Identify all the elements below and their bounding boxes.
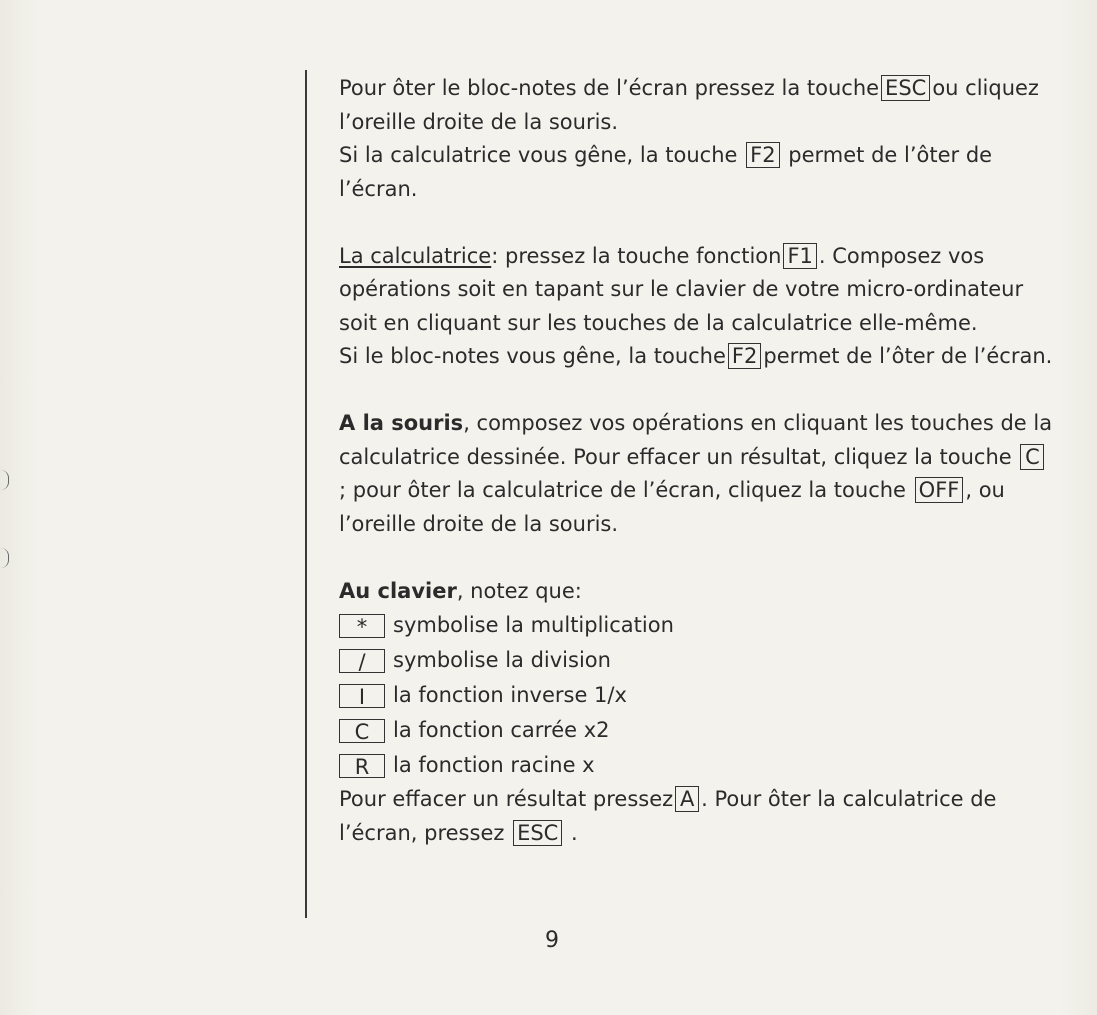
- key-f2: F2: [746, 142, 779, 168]
- key-a: A: [675, 786, 699, 812]
- list-item: / symbolise la division: [339, 643, 1057, 678]
- key-square: C: [339, 719, 385, 743]
- binding-hole-mark: [0, 470, 9, 490]
- list-item: C la fonction carrée x2: [339, 713, 1057, 748]
- paragraph-keyboard: Au clavier, notez que:: [339, 578, 582, 603]
- paragraph-mouse: A la souris, composez vos opérations en cliquant les touches de la calculatrice dessinée. Pour effacer un résultat, cliquez la touche C ; pour ôter la calculatrice de l’écran, cliquez la touche OFF , ou l’oreille droite de la souris.: [339, 411, 1053, 536]
- vertical-rule: [305, 70, 307, 918]
- section-label-mouse: A la souris: [339, 411, 464, 435]
- key-esc: ESC: [881, 75, 930, 101]
- manual-text: [339, 72, 1057, 850]
- key-c: C: [1020, 444, 1044, 470]
- paragraph-f2-notes: Si le bloc-notes vous gêne, la touche F2 permet de l’ôter de l’écran.: [339, 344, 1053, 368]
- list-item: I la fonction inverse 1/x: [339, 678, 1057, 713]
- page-number: 9: [545, 928, 559, 953]
- section-label-keyboard: Au clavier: [339, 578, 457, 603]
- key-off: OFF: [915, 477, 964, 503]
- list-item: R la fonction racine x: [339, 748, 1057, 783]
- key-inverse: I: [339, 684, 385, 708]
- paragraph-calculator: La calculatrice: pressez la touche fonction F1 . Composez vos opérations soit en tapant sur le clavier de votre micro-ordinateur soit en cliquant sur les touches de la calculatrice elle-même.: [339, 243, 1024, 335]
- binding-hole-mark: [0, 548, 9, 568]
- key-f2: F2: [728, 343, 761, 369]
- section-label-calculator: La calculatrice: [339, 243, 492, 268]
- key-esc: ESC: [513, 820, 562, 846]
- key-multiply: *: [339, 614, 385, 638]
- key-divide: /: [339, 649, 385, 673]
- key-root: R: [339, 754, 385, 778]
- list-item: * symbolise la multiplication: [339, 608, 1057, 643]
- paragraph-esc-notes: Pour ôter le bloc-notes de l’écran pressez la touche ESC ou cliquez l’oreille droite de la souris.: [339, 76, 1039, 134]
- key-f1: F1: [783, 243, 816, 269]
- paragraph-clear-result: Pour effacer un résultat pressez A . Pour ôter la calculatrice de l’écran, pressez ESC .: [339, 787, 997, 845]
- paragraph-f2-calc: Si la calculatrice vous gêne, la touche F2 permet de l’ôter de l’écran.: [339, 143, 993, 201]
- keyboard-list: [339, 608, 1057, 783]
